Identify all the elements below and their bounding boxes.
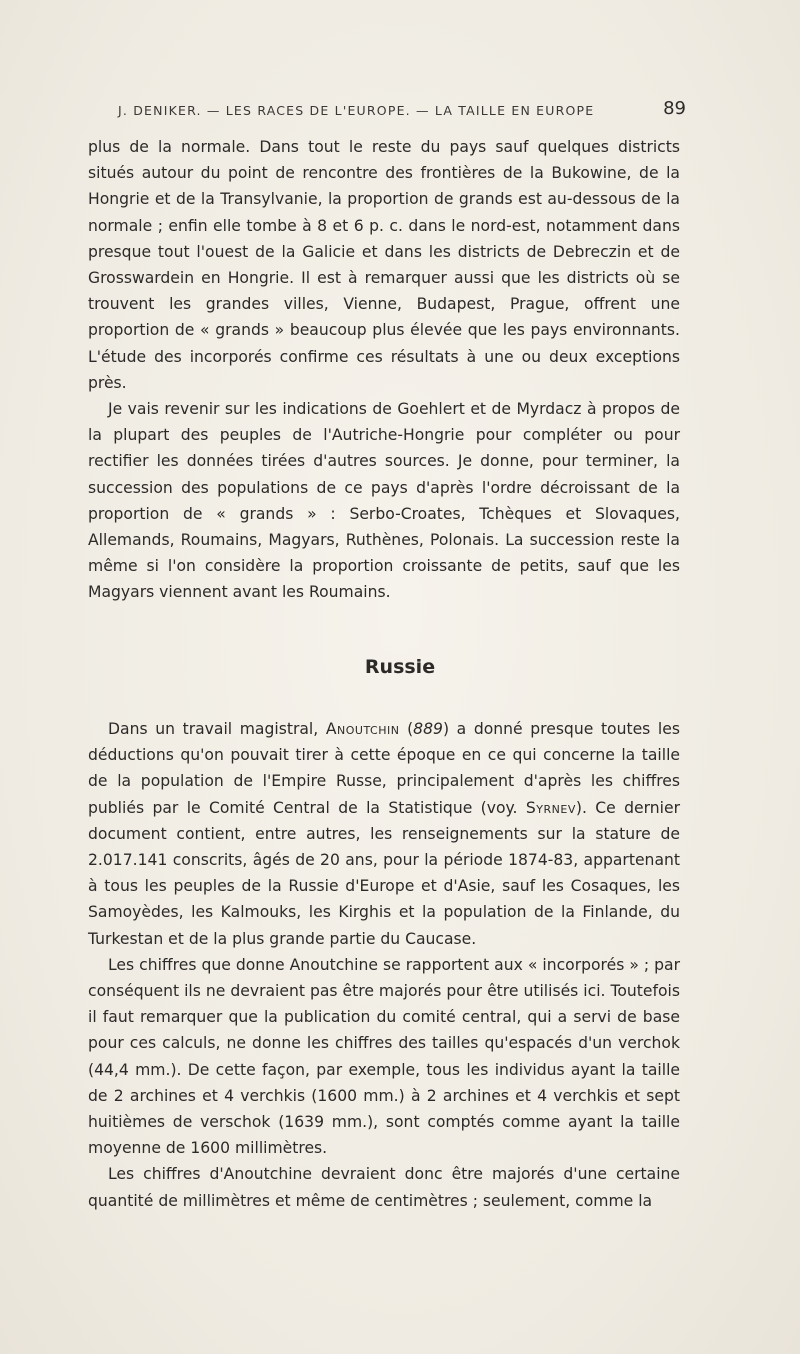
paragraph-5: Les chiffres d'Anoutchine devraient donc être majorés d'une certaine quantité de millimètres et même de centimètres ; seulement, comme la bbox=[88, 1165, 680, 1210]
section-title-russie: Russie bbox=[364, 656, 436, 678]
p3-middle: ) a donné presque toutes les déductions qu'on pouvait tirer à cette époque en ce qui concerne la taille de la population de l'Empire Russe, principalement d'après les chiffres publiés par le Comité Central de la Statistique (voy. bbox=[88, 720, 680, 817]
paragraph-3 bbox=[88, 716, 680, 952]
text-block-austria-hungary bbox=[88, 134, 680, 606]
author-syrnev: Syrnev bbox=[525, 798, 576, 817]
author-anoutchin: Anoutchin bbox=[325, 720, 400, 738]
p3-after: ). Ce dernier document contient, entre autres, les renseignements sur la stature de 2.017.141 conscrits, âgés de 20 ans, pour la période 1874-83, appartenant à tous les peuples de la Russie d'Europe et d'Asie, sauf les Cosaques, les Samoyèdes, les Kalmouks, les Kirghis et la population de la Finlande, du Turkestan et de la plus grande partie du Caucase. bbox=[88, 798, 680, 948]
text-block-russia bbox=[88, 716, 680, 1214]
paragraph-2: Je vais revenir sur les indications de Goehlert et de Myrdacz à propos de la plupart des peuples de l'Autriche-Hongrie pour compléter ou pour rectifier les données tirées d'autres sources. Je donne, pour terminer, la succession des populations de ce pays d'après l'ordre décroissant de la proportion de « grands » : Serbo-Croates, Tchèques et Slovaques, Allemands, Roumains, Magyars, Ruthènes, Polonais. La succession reste la même si l'on considère la proportion croissante de petits, sauf que les Magyars viennent avant les Roumains. bbox=[88, 400, 680, 602]
running-header: J. DENIKER. — LES RACES DE L'EUROPE. — LA TAILLE EN EUROPE bbox=[118, 103, 595, 118]
paragraph-4: Les chiffres que donne Anoutchine se rapportent aux « incorporés » ; par conséquent ils ne devraient pas être majorés pour être utilisés ici. Toutefois il faut remarquer que la publication du comité central, qui a servi de base pour ces calculs, ne donne les chiffres des tailles qu'espacés d'un verchok (44,4 mm.). De cette façon, par exemple, tous les individus ayant la taille de 2 archines et 4 verchkis (1600 mm.) à 2 archines et 4 verchkis et sept huitièmes de verschok (1639 mm.), sont comptés comme ayant la taille moyenne de 1600 millimètres. bbox=[88, 955, 680, 1158]
p3-before: Dans un travail magistral, bbox=[108, 720, 326, 738]
page-number: 89 bbox=[663, 98, 686, 119]
p3-open: ( bbox=[399, 720, 414, 738]
paragraph-1: plus de la normale. Dans tout le reste du pays sauf quelques districts situés autour du point de rencontre des frontières de la Bukowine, de la Hongrie et de la Transylvanie, la proportion de grands est au-dessous de la normale ; enfin elle tombe à 8 et 6 p. c. dans le nord-est, notamment dans presque tout l'ouest de la Galicie et dans les districts de Debreczin et de Grosswardein en Hongrie. Il est à remarquer aussi que les districts où se trouvent les grandes villes, Vienne, Budapest, Prague, offrent une proportion de « grands » beaucoup plus élevée que les pays environnants. L'étude des incorporés confirme ces résultats à une ou deux exceptions près. bbox=[88, 138, 680, 392]
reference-number: 889 bbox=[413, 720, 443, 738]
